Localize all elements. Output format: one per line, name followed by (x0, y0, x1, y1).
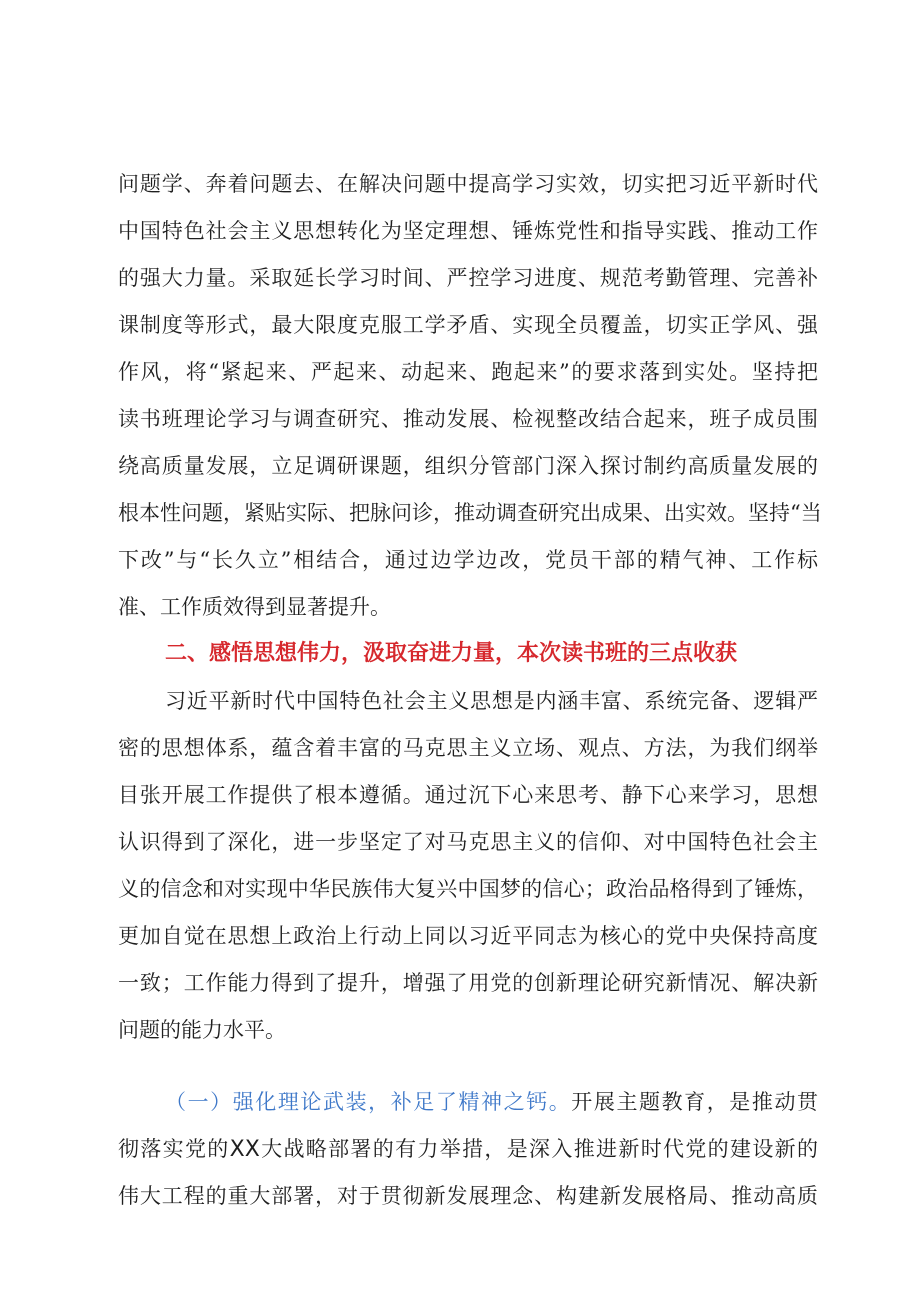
paragraph-line: 课制度等形式，最大限度克服工学矛盾、实现全员覆盖，切实正学风、强 (118, 313, 818, 337)
paragraph-line: 密的思想体系，蕴含着丰富的马克思主义立场、观点、方法，为我们纲举 (118, 736, 818, 760)
paragraph-line: 根本性问题，紧贴实际、把脉问诊，推动调查研究出成果、出实效。坚持“当 (118, 501, 822, 525)
paragraph-line (118, 1127, 818, 1171)
paragraph-text: 开展主题教育，是推动贯 (571, 1090, 819, 1114)
paragraph-line: 下改”与“长久立”相结合，通过边学边改，党员干部的精气神、工作标 (118, 548, 818, 572)
paragraph-line: 绕高质量发展，立足调研课题，组织分管部门深入探讨制约高质量发展的 (118, 454, 818, 478)
paragraph-line: 伟大工程的重大部署，对于贯彻新发展理念、构建新发展格局、推动高质 (118, 1184, 818, 1208)
paragraph-line: 中国特色社会主义思想转化为坚定理想、锤炼党性和指导实践、推动工作 (118, 219, 818, 243)
paragraph-line: 问题学、奔着问题去、在解决问题中提高学习实效，切实把习近平新时代 (118, 172, 818, 196)
paragraph-line: 作风，将“紧起来、严起来、动起来、跑起来”的要求落到实处。坚持把 (118, 360, 818, 384)
section-heading: 二、感悟思想伟力，汲取奋进力量，本次读书班的三点收获 (165, 641, 738, 666)
paragraph-line: 习近平新时代中国特色社会主义思想是内涵丰富、系统完备、逻辑严 (165, 689, 818, 713)
paragraph-line: 读书班理论学习与调查研究、推动发展、检视整改结合起来，班子成员围 (118, 407, 818, 431)
paragraph-text: 大战略部署的有力举措，是深入推进新时代党的建设新的 (259, 1137, 818, 1161)
paragraph-line: 义的信念和对实现中华民族伟大复兴中国梦的信心；政治品格得到了锤炼， (118, 877, 818, 901)
paragraph-line: 问题的能力水平。 (118, 1018, 286, 1042)
paragraph-line: 准、工作质效得到显著提升。 (118, 595, 391, 619)
paragraph-line: 更加自觉在思想上政治上行动上同以习近平同志为核心的党中央保持高度 (118, 924, 818, 948)
paragraph-line: 目张开展工作提供了根本遵循。通过沉下心来思考、静下心来学习，思想 (118, 783, 818, 807)
paragraph-line: 一致；工作能力得到了提升，增强了用党的创新理论研究新情况、解决新 (118, 971, 818, 995)
paragraph-line: 认识得到了深化，进一步坚定了对马克思主义的信仰、对中国特色社会主 (118, 830, 818, 854)
subsection-heading: （一）强化理论武装，补足了精神之钙。 (165, 1090, 572, 1114)
paragraph-text: 彻落实党的 (118, 1137, 230, 1161)
paragraph-line: 的强大力量。采取延长学习时间、严控学习进度、规范考勤管理、完善补 (118, 266, 818, 290)
paragraph-line (165, 1080, 818, 1124)
placeholder-text: XX (229, 1137, 260, 1162)
